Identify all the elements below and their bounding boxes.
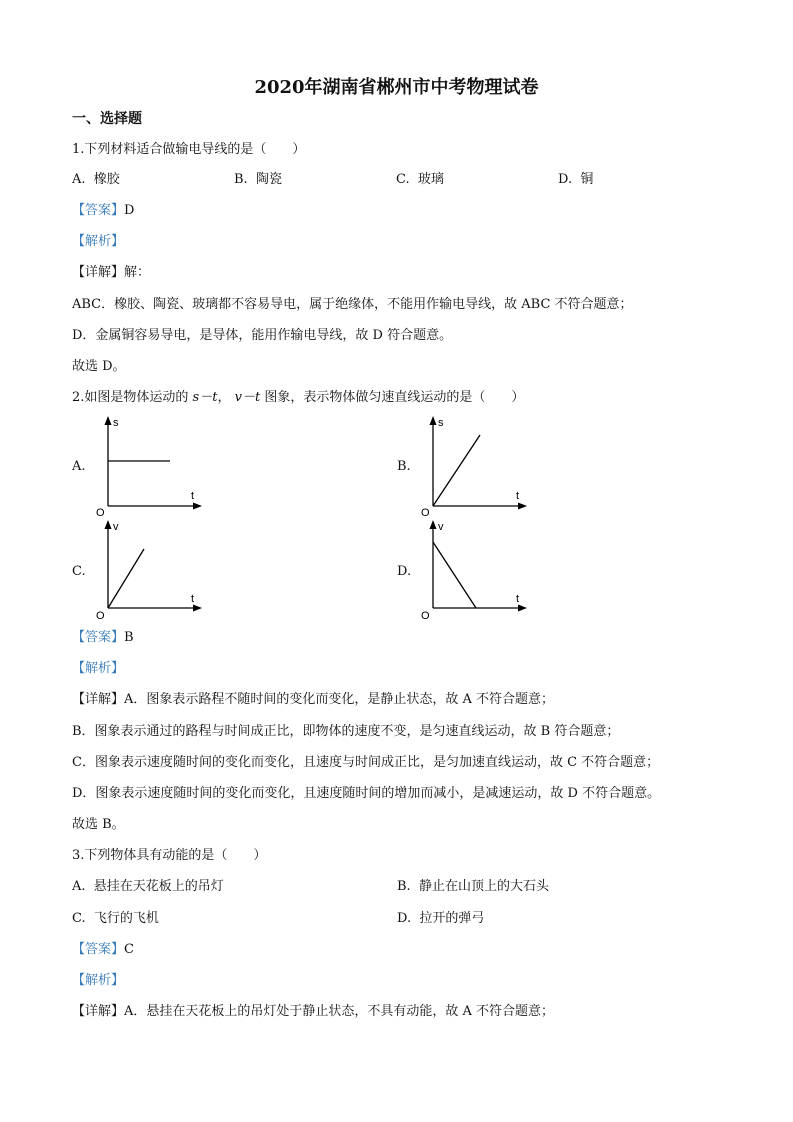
q2-graph-d bbox=[417, 516, 537, 630]
q2-graph-c bbox=[92, 516, 212, 630]
y-axis-label: s bbox=[113, 417, 119, 429]
q1-detail-line: D．金属铜容易导电，是导体，能用作输电导线，故 D 符合题意。 bbox=[72, 328, 453, 343]
y-axis-arrow bbox=[430, 416, 437, 425]
graph-line bbox=[108, 549, 144, 608]
x-axis-arrow bbox=[518, 503, 527, 510]
origin-label: O bbox=[421, 507, 430, 519]
q3-option-c: C. 飞行的飞机 bbox=[72, 911, 159, 926]
q2-detail-line: D．图象表示速度随时间的变化而变化，且速度随时间的增加而减小，是减速运动，故 D 不符合题意。 bbox=[72, 786, 661, 801]
q1-option-a: A. 橡胶 bbox=[72, 172, 120, 187]
section-heading: 一、选择题 bbox=[72, 111, 142, 127]
q2-analysis-label: 【解析】 bbox=[72, 661, 125, 676]
q2-graph-d-letter: D. bbox=[397, 564, 412, 579]
x-axis-label: t bbox=[516, 490, 520, 502]
q3-analysis-label: 【解析】 bbox=[72, 973, 125, 988]
q2-answer: 【答案】B bbox=[72, 630, 134, 645]
q3-stem: 3.下列物体具有动能的是（ ） bbox=[72, 848, 267, 863]
q1-analysis-label: 【解析】 bbox=[72, 234, 125, 249]
x-axis-arrow bbox=[518, 605, 527, 612]
q1-option-b: B. 陶瓷 bbox=[234, 172, 282, 187]
q1-answer: 【答案】D bbox=[72, 203, 135, 218]
q2-graph-a-letter: A. bbox=[72, 459, 86, 474]
q3-option-d: D. 拉开的弹弓 bbox=[397, 911, 485, 926]
graph-line bbox=[433, 542, 476, 608]
origin-label: O bbox=[421, 610, 430, 622]
x-axis-arrow bbox=[193, 503, 202, 510]
q2-detail-line: C．图象表示速度随时间的变化而变化，且速度与时间成正比，是匀加速直线运动，故 C 不符合题意； bbox=[72, 755, 660, 770]
q2-graph-a bbox=[92, 412, 212, 526]
y-axis-arrow bbox=[430, 520, 437, 529]
q3-option-b: B. 静止在山顶上的大石头 bbox=[397, 879, 549, 894]
origin-label: O bbox=[96, 507, 105, 519]
q1-option-c: C. 玻璃 bbox=[396, 172, 444, 187]
graph-line bbox=[433, 435, 480, 506]
y-axis-label: v bbox=[438, 521, 444, 533]
y-axis-label: s bbox=[438, 417, 444, 429]
q2-graph-c-letter: C. bbox=[72, 564, 86, 579]
q1-stem: 1.下列材料适合做输电导线的是（ ） bbox=[72, 142, 306, 157]
q2-detail-line: 【详解】A．图象表示路程不随时间的变化而变化，是静止状态，故 A 不符合题意； bbox=[72, 692, 555, 707]
x-axis-label: t bbox=[191, 490, 195, 502]
q1-detail-line: 故选 D。 bbox=[72, 359, 126, 374]
x-axis-label: t bbox=[191, 593, 195, 605]
q3-detail-line: 【详解】A．悬挂在天花板上的吊灯处于静止状态，不具有动能，故 A 不符合题意； bbox=[72, 1004, 555, 1019]
x-axis-label: t bbox=[516, 593, 520, 605]
q3-answer: 【答案】C bbox=[72, 942, 134, 957]
q3-option-a: A. 悬挂在天花板上的吊灯 bbox=[72, 879, 224, 894]
x-axis-arrow bbox=[193, 605, 202, 612]
origin-label: O bbox=[96, 610, 105, 622]
y-axis-arrow bbox=[105, 520, 112, 529]
q1-option-d: D. 铜 bbox=[558, 172, 594, 187]
q2-detail-line: 故选 B。 bbox=[72, 817, 125, 832]
y-axis-label: v bbox=[113, 521, 119, 533]
q1-detail-line: 【详解】解： bbox=[72, 265, 151, 280]
q2-graph-b bbox=[417, 412, 537, 526]
q2-graph-b-letter: B. bbox=[397, 459, 411, 474]
q2-detail-line: B．图象表示通过的路程与时间成正比，即物体的速度不变，是匀速直线运动，故 B 符合题意； bbox=[72, 724, 620, 739]
y-axis-arrow bbox=[105, 416, 112, 425]
q1-detail-line: ABC．橡胶、陶瓷、玻璃都不容易导电，属于绝缘体，不能用作输电导线，故 ABC 不符合题意； bbox=[72, 297, 633, 312]
q2-stem: 2.如图是物体运动的 s－t， v－t 图象，表示物体做匀速直线运动的是（ ） bbox=[72, 390, 525, 405]
page-title: 2020年湖南省郴州市中考物理试卷 bbox=[254, 77, 539, 98]
